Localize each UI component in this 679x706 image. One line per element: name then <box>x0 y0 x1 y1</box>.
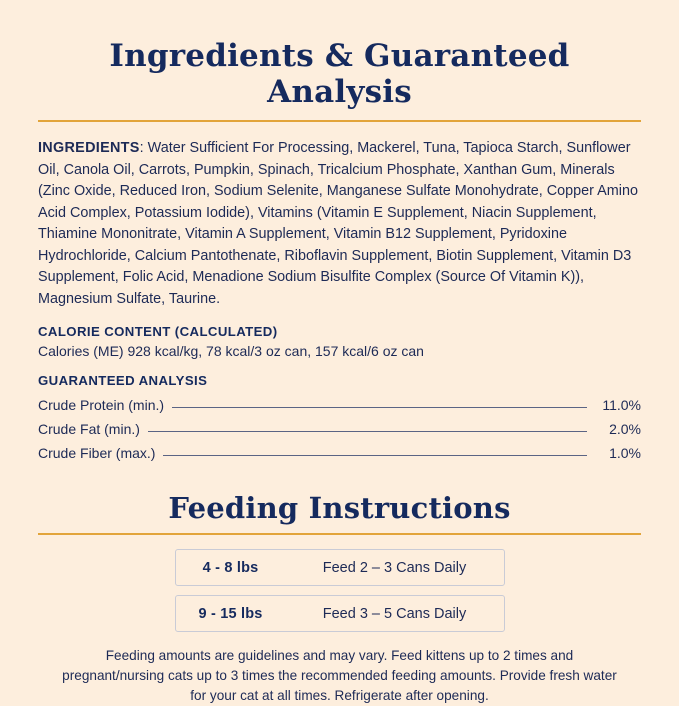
analysis-nutrient-name: Crude Fat (min.) <box>38 421 140 437</box>
feeding-amount: Feed 2 – 3 Cans Daily <box>322 559 467 576</box>
feeding-weight-range: 4 - 8 lbs <box>202 559 259 576</box>
analysis-nutrient-name: Crude Protein (min.) <box>38 397 165 413</box>
feeding-table <box>175 549 505 632</box>
feeding-instructions-section <box>38 491 641 706</box>
guaranteed-analysis-heading: GUARANTEED ANALYSIS <box>38 373 208 388</box>
guaranteed-analysis-block <box>38 373 641 465</box>
feeding-section-title: Feeding Instructions <box>168 491 511 525</box>
ingredients-section-title: Ingredients & Guaranteed Analysis <box>109 38 570 110</box>
title-divider-top <box>38 120 641 122</box>
ingredients-list-text: : Water Sufficient For Processing, Mackerel, Tuna, Tapioca Starch, Sunflower Oil, Canola Oil, Carrots, Pumpkin, Spinach, Tricalcium Phosphate, Xanthan Gum, Minerals (Zinc Oxide, Reduced Iron, Sodium Selenite, Manganese Sulfate Monohydrate, Copper Amino Acid Complex, Potassium Iodide), Vitamins (Vitamin E Supplement, Niacin Supplement, Thiamine Mononitrate, Vitamin A Supplement, Vitamin B12 Supplement, Pyridoxine Hydrochloride, Calcium Pantothenate, Riboflavin Supplement, Biotin Supplement, Vitamin D3 Supplement, Folic Acid, Menadione Sodium Bisulfite Complex (Source Of Vitamin K)), Magnesium Sulfate, Taurine. <box>38 140 638 307</box>
calorie-content-text: Calories (ME) 928 kcal/kg, 78 kcal/3 oz can, 157 kcal/6 oz can <box>38 343 424 359</box>
analysis-leader-line <box>172 398 587 408</box>
analysis-leader-line <box>163 446 587 456</box>
analysis-row <box>38 417 641 441</box>
ingredients-label: INGREDIENTS <box>38 140 140 156</box>
calorie-content-heading: CALORIE CONTENT (CALCULATED) <box>38 324 278 339</box>
analysis-nutrient-name: Crude Fiber (max.) <box>38 445 156 461</box>
analysis-nutrient-value: 1.0% <box>609 445 641 461</box>
analysis-leader-line <box>148 422 587 432</box>
feeding-table-row <box>175 595 505 632</box>
feeding-note: Feeding amounts are guidelines and may vary. Feed kittens up to 2 times and pregnant/nursing cats up to 3 times the recommended feeding amounts. Provide fresh water for your cat at all times. Refrigerate after opening. <box>62 648 617 703</box>
feeding-amount: Feed 3 – 5 Cans Daily <box>322 605 467 622</box>
feeding-table-row <box>175 549 505 586</box>
analysis-nutrient-value: 2.0% <box>609 421 641 437</box>
feeding-weight-range: 9 - 15 lbs <box>198 605 263 622</box>
ingredients-paragraph <box>38 138 641 310</box>
analysis-nutrient-value: 11.0% <box>602 397 641 413</box>
analysis-row <box>38 441 641 465</box>
title-divider-bottom <box>38 533 641 535</box>
analysis-row <box>38 393 641 417</box>
